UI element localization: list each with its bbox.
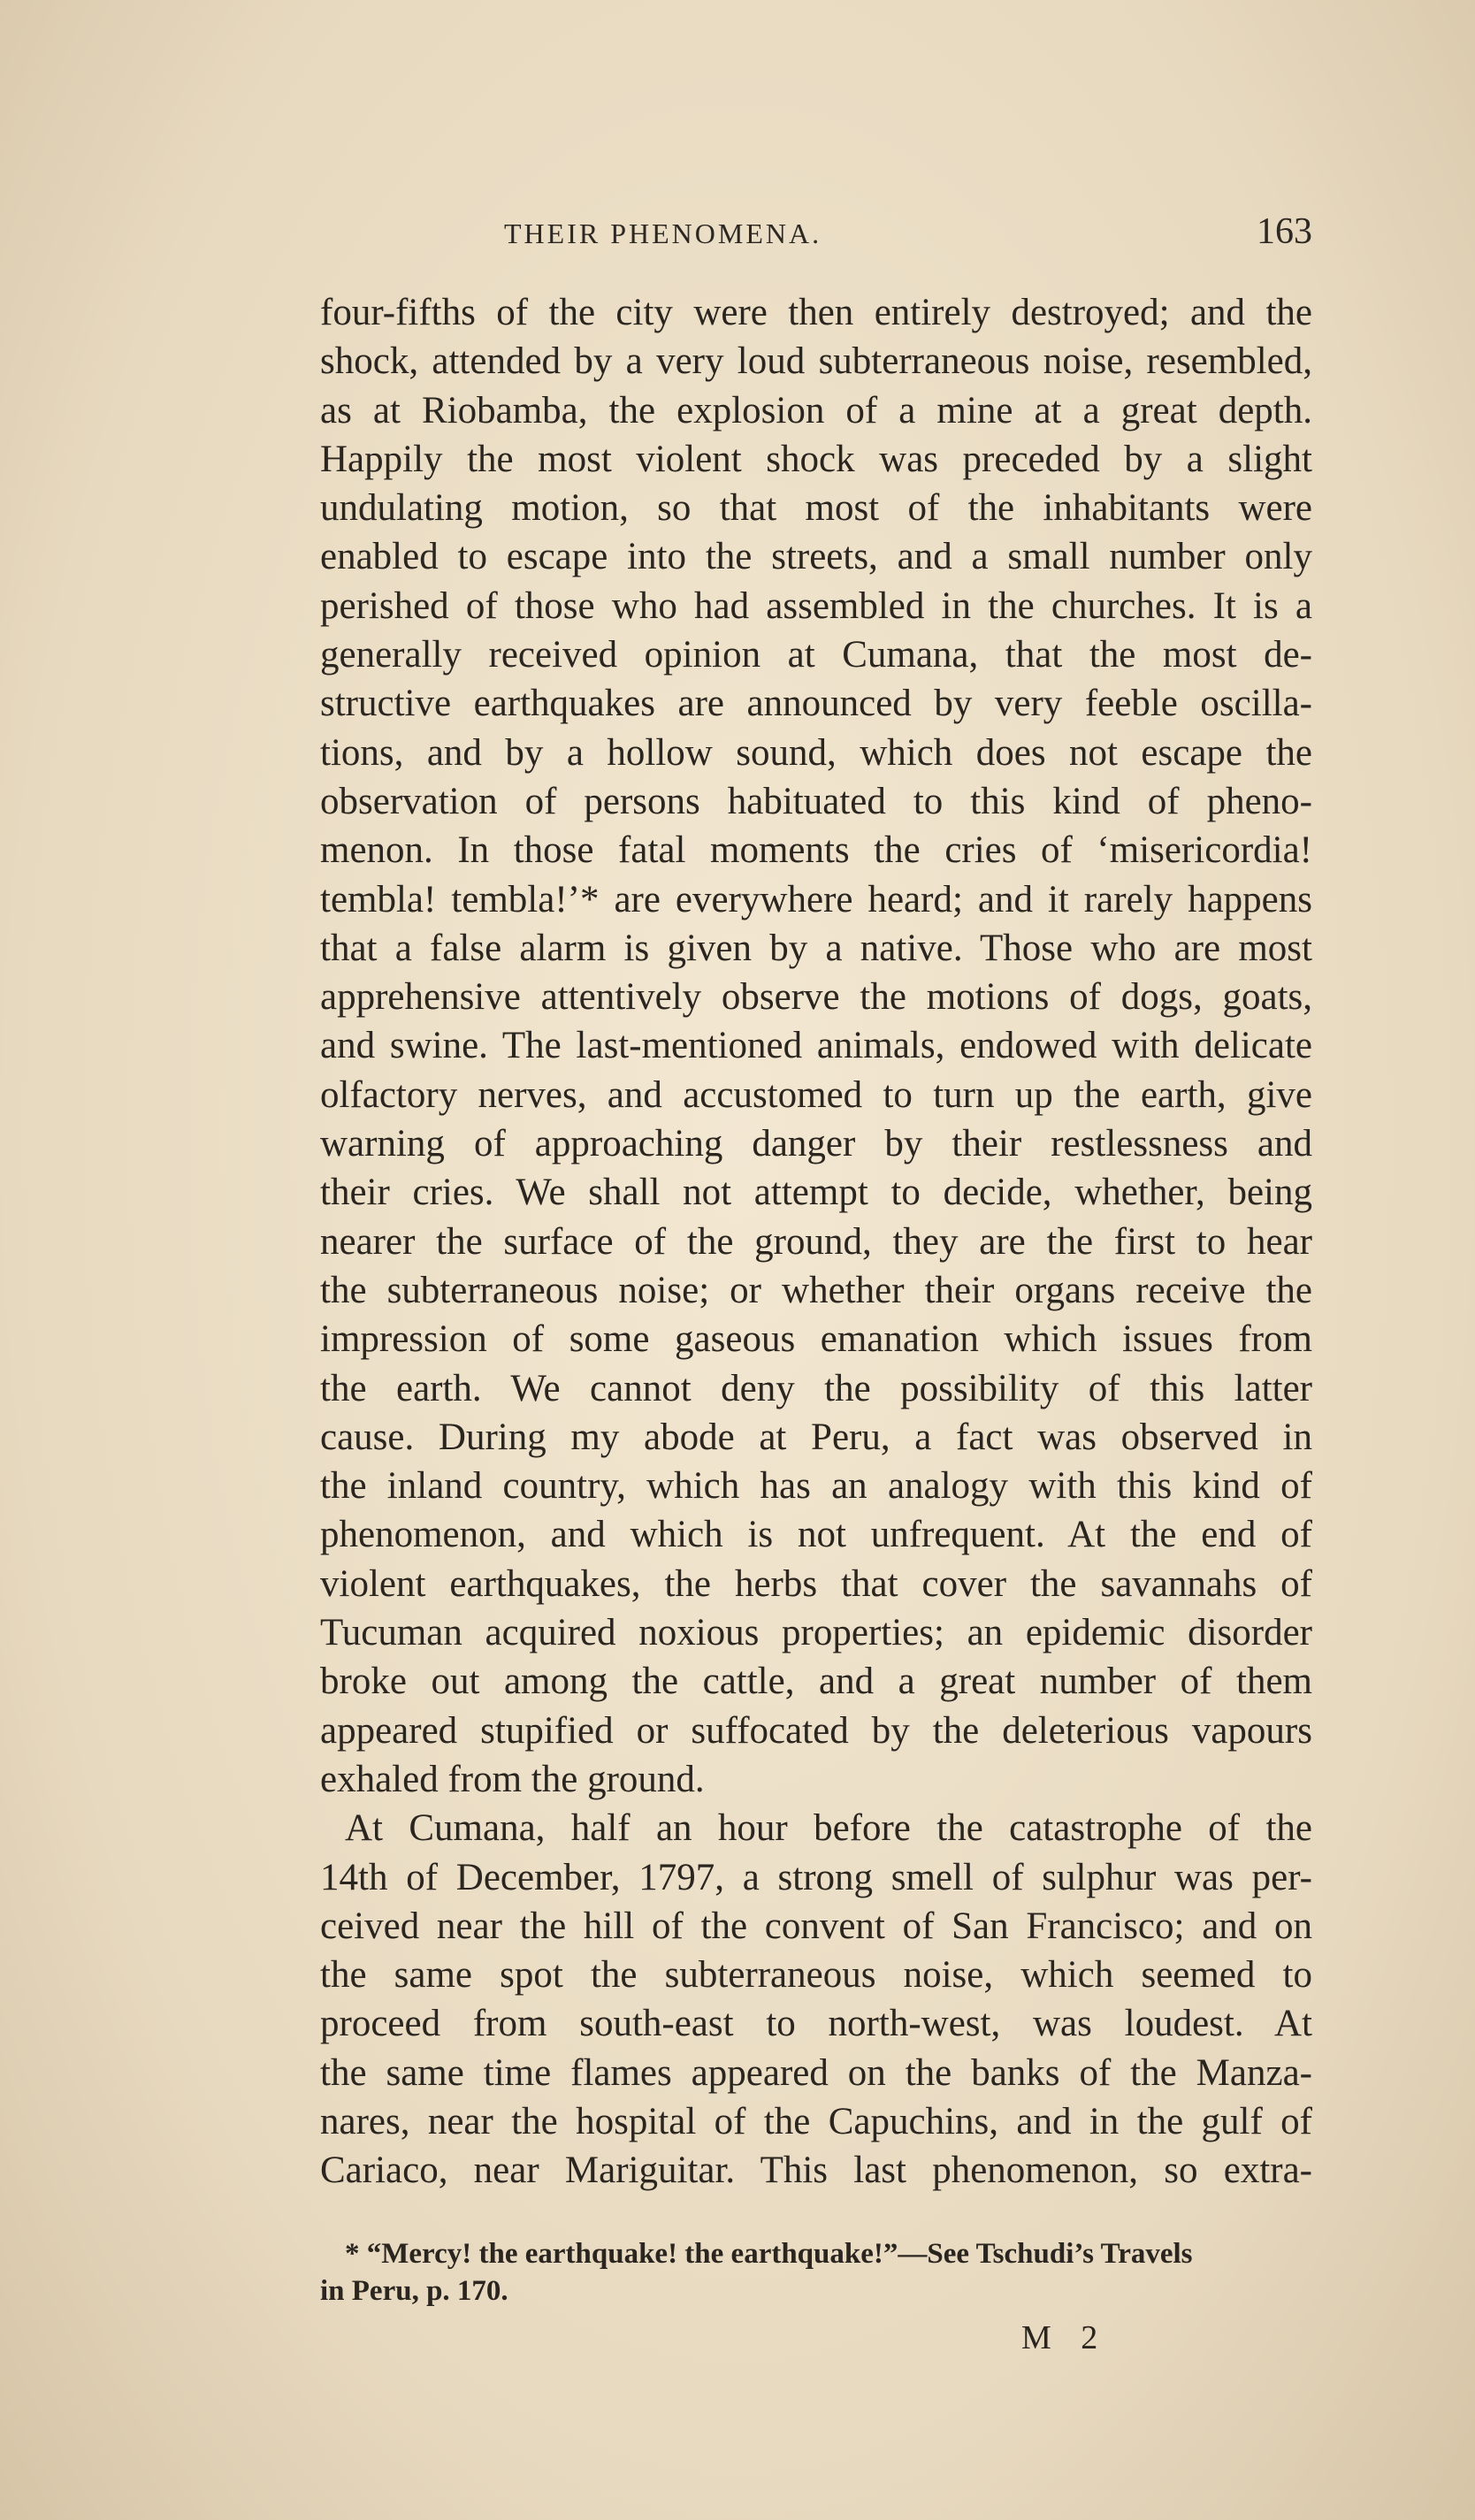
text-line: Tucuman acquired noxious properties; an epidemic disorder	[320, 1612, 1312, 1654]
text-line: 14th of December, 1797, a strong smell of sulphur was per-	[320, 1856, 1312, 1898]
text-line: broke out among the cattle, and a great number of them	[320, 1661, 1312, 1703]
text-line: as at Riobamba, the explosion of a mine at a great depth.	[320, 389, 1312, 431]
footnote	[320, 2235, 1312, 2310]
text-line: tembla! tembla!’* are everywhere heard; and it rarely happens	[320, 878, 1312, 920]
text-line: shock, attended by a very loud subterraneous noise, resembled,	[320, 340, 1312, 383]
text-line: the inland country, which has an analogy with this kind of	[320, 1465, 1312, 1508]
text-line: undulating motion, so that most of the inhabitants were	[320, 487, 1312, 530]
signature-mark: M 2	[1021, 2319, 1109, 2356]
text-line: observation of persons habituated to this kind of pheno-	[320, 780, 1312, 822]
text-line: exhaled from the ground.	[320, 1758, 705, 1800]
text-line: that a false alarm is given by a native. Those who are most	[320, 927, 1312, 969]
text-line: phenomenon, and which is not unfrequent. At the end of	[320, 1514, 1312, 1556]
text-line: tions, and by a hollow sound, which does not escape the	[320, 731, 1312, 774]
text-line: structive earthquakes are announced by very feeble oscilla-	[320, 683, 1312, 725]
text-line: the same time flames appeared on the banks of the Manza-	[320, 2051, 1312, 2094]
page-header	[320, 210, 1312, 255]
text-line: impression of some gaseous emanation which issues from	[320, 1318, 1312, 1361]
text-line: the subterraneous noise; or whether their organs receive the	[320, 1269, 1312, 1311]
text-line: warning of approaching danger by their restlessness and	[320, 1123, 1312, 1165]
text-line: the same spot the subterraneous noise, which seemed to	[320, 1954, 1312, 1997]
body-text	[320, 288, 1312, 2195]
text-line: perished of those who had assembled in the churches. It is a	[320, 584, 1312, 627]
text-line: olfactory nerves, and accustomed to turn up the earth, give	[320, 1073, 1312, 1116]
text-line: four-fifths of the city were then entirely destroyed; and the	[320, 292, 1312, 333]
text-line: cause. During my abode at Peru, a fact was observed in	[320, 1416, 1312, 1458]
text-line: apprehensive attentively observe the motions of dogs, goats,	[320, 976, 1312, 1019]
text-line: ceived near the hill of the convent of San Francisco; and on	[320, 1905, 1312, 1947]
text-line: Cariaco, near Mariguitar. This last phenomenon, so extra-	[320, 2150, 1312, 2192]
footnote-line: * “Mercy! the earthquake! the earthquake!”—See Tschudi’s Travels	[345, 2238, 1193, 2270]
text-line: enabled to escape into the streets, and a small number only	[320, 536, 1312, 578]
text-line: nearer the surface of the ground, they are the first to hear	[320, 1220, 1312, 1263]
text-line: proceed from south-east to north-west, was loudest. At	[320, 2003, 1312, 2045]
running-head: THEIR PHENOMENA.	[504, 218, 822, 249]
text-line: menon. In those fatal moments the cries of ‘misericordia!	[320, 829, 1312, 872]
text-line: and swine. The last-mentioned animals, endowed with delicate	[320, 1025, 1312, 1067]
text-line: nares, near the hospital of the Capuchins, and in the gulf of	[320, 2100, 1312, 2142]
text-line: Happily the most violent shock was preceded by a slight	[320, 438, 1312, 480]
text-line: appeared stupified or suffocated by the deleterious vapours	[320, 1709, 1312, 1752]
text-line: violent earthquakes, the herbs that cover the savannahs of	[320, 1562, 1312, 1605]
footnote-line: in Peru, p. 170.	[320, 2275, 508, 2307]
text-line: the earth. We cannot deny the possibility of this latter	[320, 1367, 1312, 1409]
text-line: their cries. We shall not attempt to decide, whether, being	[320, 1172, 1312, 1214]
text-line: generally received opinion at Cumana, that the most de-	[320, 634, 1312, 676]
text-line: At Cumana, half an hour before the catastrophe of the	[345, 1807, 1312, 1850]
page-number: 163	[1257, 211, 1312, 252]
